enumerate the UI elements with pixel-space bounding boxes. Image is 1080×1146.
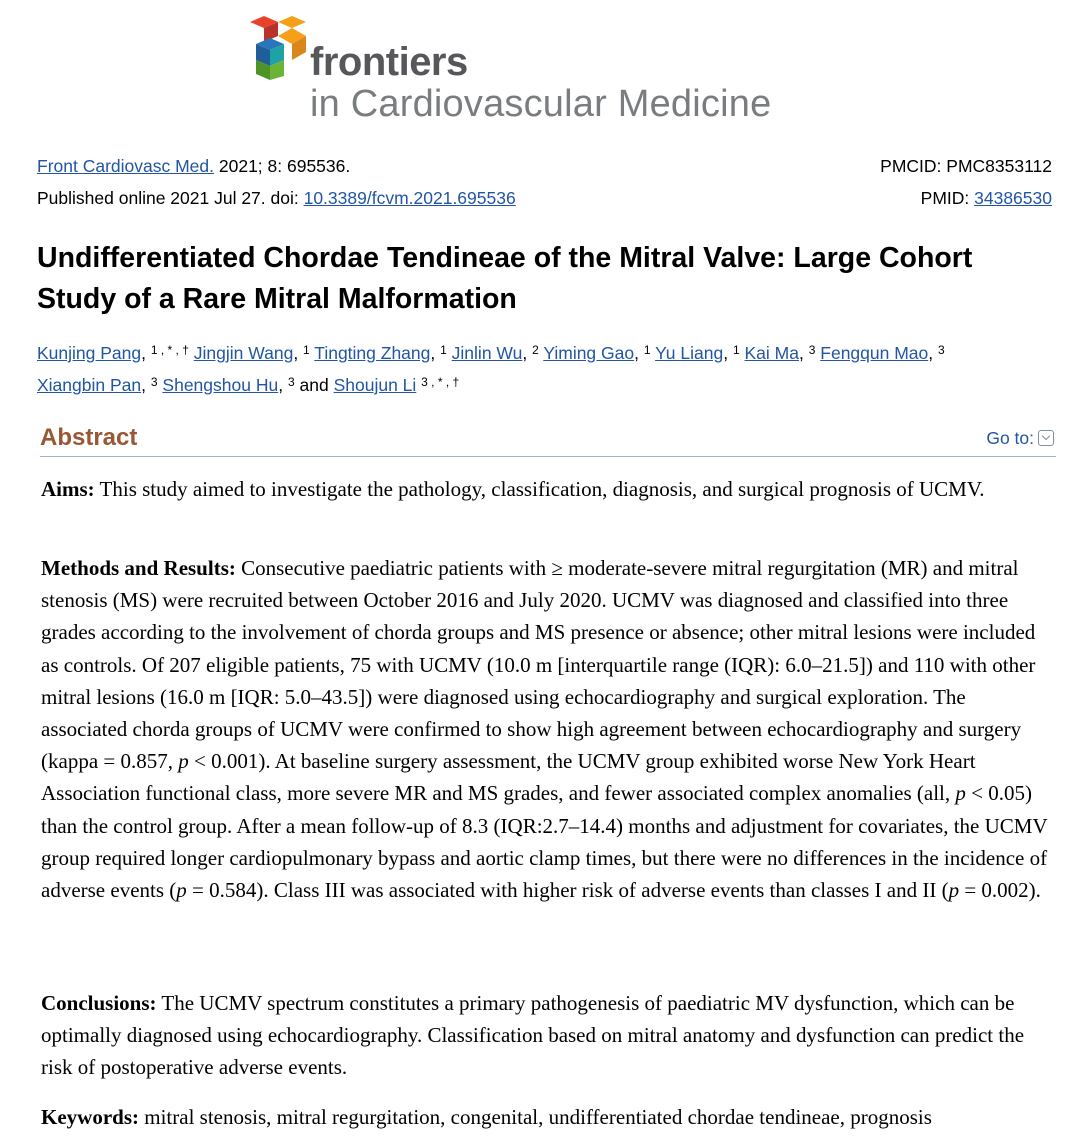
abstract-heading: Abstract xyxy=(40,424,138,451)
keywords-paragraph xyxy=(41,1101,1051,1133)
keywords-label: Keywords: xyxy=(41,1105,139,1129)
author-affiliation: 3 xyxy=(808,343,816,357)
conclusions-label: Conclusions: xyxy=(41,991,157,1015)
pmcid: PMCID: PMC8353112 xyxy=(880,156,1052,176)
methods-text: Consecutive paediatric patients with ≥ moderate-severe mitral regurgitation (MR) and mitral stenosis (MS) were recruited between October 2016 and July 2020. UCMV was diagnosed and classified into three grades according to the involvement of chorda groups and MS presence or absence; other mitral lesions were included as controls. Of 207 eligible patients, 75 with UCMV (10.0 m [interquartile range (IQR): 6.0–21.5]) and 110 with other mitral lesions (16.0 m [IQR: 5.0–43.5]) were diagnosed using echocardiography and surgical exploration. The associated chorda groups of UCMV were confirmed to show high agreement between echocardiography and surgery (kappa = 0.857, xyxy=(41,556,1036,774)
author-link[interactable]: Jingjin Wang xyxy=(193,343,294,363)
author-link[interactable]: Tingting Zhang xyxy=(314,343,431,363)
author-affiliation: 1 xyxy=(440,343,447,357)
conclusions-paragraph xyxy=(41,987,1051,1084)
author-affiliation: 1 xyxy=(303,343,310,357)
goto-label[interactable]: Go to: xyxy=(986,428,1034,448)
journal-link[interactable]: Front Cardiovasc Med. xyxy=(37,156,215,176)
journal-logo xyxy=(250,14,810,125)
author-link[interactable]: Shoujun Li xyxy=(333,375,417,395)
author-affiliation: 1 xyxy=(732,343,740,357)
logo-journal-name: in Cardiovascular Medicine xyxy=(310,83,772,125)
citation-right xyxy=(880,150,1052,214)
p-value-symbol: p xyxy=(948,878,960,903)
citation-left xyxy=(37,150,516,214)
author-affiliation: 3 xyxy=(287,375,295,389)
published-date: Published online 2021 Jul 27. doi: xyxy=(37,188,304,208)
methods-label: Methods and Results: xyxy=(41,556,236,580)
author-link[interactable]: Kai Ma xyxy=(744,343,799,363)
author-list: Kunjing Pang, $^{1 , * , \dagger}$ Jingjin Wang, $^1$ Tingting Zhang, $^1$ Jinlin Wu, $^2$ Yiming Gao, $^1$ Yu Liang, $^1$ Kai Ma, $^3$ Fengqun Mao, $^3$ Xiangbin Pan, $^3$ Shengshou Hu, $^3$ and Shoujun Li $^{3 , * , \dagger}$ xyxy=(37,343,945,395)
author-affiliation: 3 xyxy=(938,343,945,357)
author-link[interactable]: Yu Liang xyxy=(655,343,724,363)
aims-label: Aims: xyxy=(41,477,95,501)
aims-paragraph xyxy=(41,473,1051,505)
keywords-text: mitral stenosis, mitral regurgitation, congenital, undifferentiated chordae tendineae, prognosis xyxy=(139,1105,932,1129)
conclusions-text: The UCMV spectrum constitutes a primary pathogenesis of paediatric MV dysfunction, which can be optimally diagnosed using echocardiography. Classification based on mitral anatomy and dysfunction can predict the risk of postoperative adverse events. xyxy=(41,991,1025,1080)
author-affiliation: 2 xyxy=(532,343,539,357)
author-affiliation: 3 , * , † xyxy=(421,375,460,389)
author-link[interactable]: Fengqun Mao xyxy=(820,343,929,363)
doi-link[interactable]: 10.3389/fcvm.2021.695536 xyxy=(303,188,516,208)
author-link[interactable]: Jinlin Wu xyxy=(451,343,523,363)
author-affiliation: 3 xyxy=(150,375,158,389)
journal-volume: 2021; 8: 695536. xyxy=(214,156,351,176)
methods-paragraph xyxy=(41,552,1051,906)
goto-menu[interactable] xyxy=(986,428,1054,449)
pmid-link[interactable]: 34386530 xyxy=(974,188,1052,208)
author-affiliation: 1 , * , † xyxy=(150,343,189,357)
methods-text: = 0.584). Class III was associated with higher risk of adverse events than classes I and II ( xyxy=(186,878,949,903)
author-link[interactable]: Shengshou Hu xyxy=(162,375,279,395)
author-link[interactable]: Xiangbin Pan xyxy=(37,375,142,395)
authors-and: and xyxy=(294,375,334,395)
p-value-symbol: p xyxy=(955,781,966,806)
aims-text: This study aimed to investigate the pathology, classification, diagnosis, and surgical prognosis of UCMV. xyxy=(94,477,985,501)
p-value-symbol: p xyxy=(176,878,187,903)
logo-word-frontiers: frontiers xyxy=(310,40,468,84)
pmid-label: PMID: xyxy=(920,188,975,208)
author-link[interactable]: Kunjing Pang xyxy=(37,343,142,363)
frontiers-cube-icon xyxy=(250,14,306,80)
methods-text: < 0.001). At baseline surgery assessment, the UCMV group exhibited worse New York Heart Association functional class, more severe MR and MS grades, and fewer associated complex anomalies (all, xyxy=(41,749,976,806)
chevron-down-icon[interactable] xyxy=(1038,430,1054,446)
author-link[interactable]: Yiming Gao xyxy=(543,343,635,363)
abstract-header xyxy=(40,420,1056,457)
author-affiliation: 1 xyxy=(643,343,651,357)
methods-text: = 0.002). xyxy=(959,878,1041,903)
p-value-symbol: p xyxy=(178,749,189,774)
methods-text: < 0.05) than the control group. After a mean follow-up of 8.3 (IQR:2.7–14.4) months and adjustment for covariates, the UCMV group required longer cardiopulmonary bypass and aortic clamp times, but there were no differences in the incidence of adverse events ( xyxy=(41,781,1048,903)
article-title: Undifferentiated Chordae Tendineae of the Mitral Valve: Large Cohort Study of a Rare Mitral Malformation xyxy=(37,242,973,315)
